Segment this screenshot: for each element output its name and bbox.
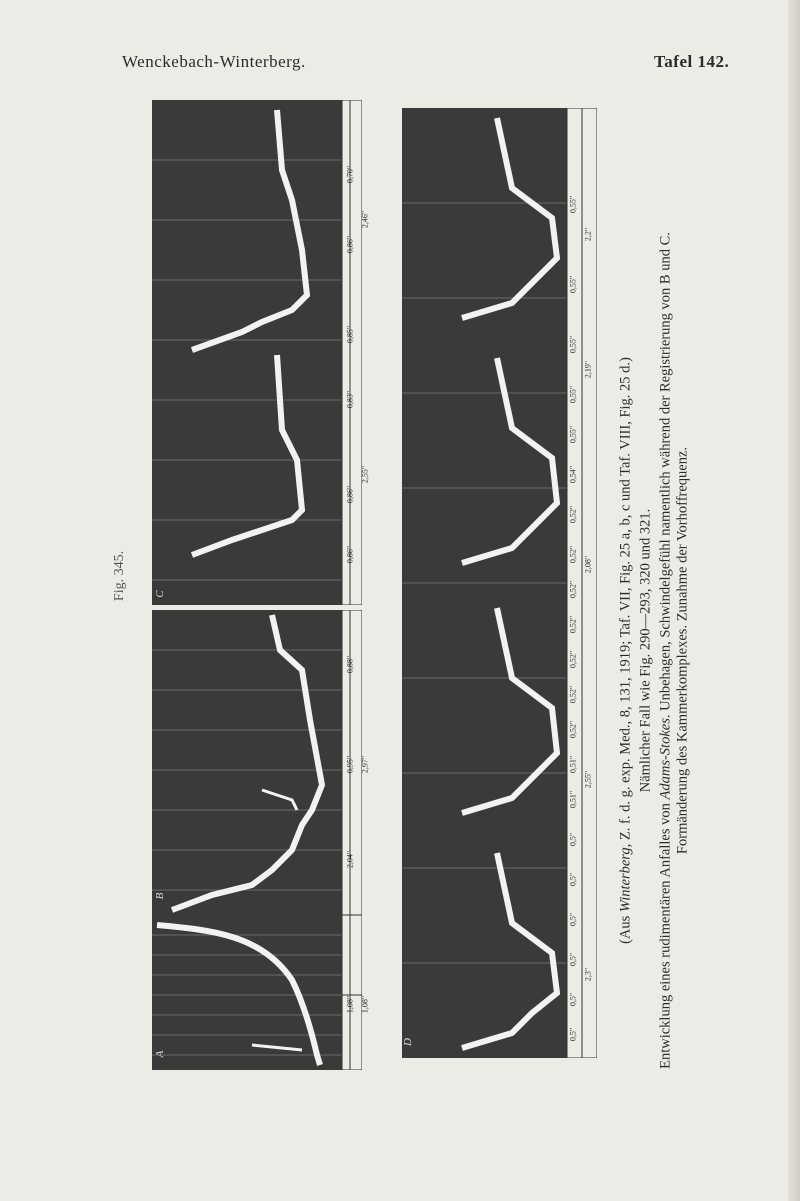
running-header-authors: Wenckebach-Winterberg. [122,52,306,71]
running-header-plate-number: Tafel 142. [654,52,730,71]
strip-d-interval-label: 0,55" [568,385,578,404]
ecg-strip-b [152,610,362,915]
strip-c-interval-label: 0,86" [345,545,355,564]
strip-d-interval-label: 0,5" [568,992,578,1007]
strip-c-interval-label: 0,86" [345,235,355,254]
strip-d-interval-label: 0,52" [568,720,578,739]
strip-c-interval-label: 2,55" [360,465,370,484]
strip-d-interval-label: 0,55" [568,335,578,354]
caption-description-emph: Adams-Stokes [657,718,674,800]
strip-d-interval-label: 0,52" [568,545,578,564]
strip-c-interval-label: 0,83" [345,390,355,409]
caption-description-prefix: Entwicklung eines rudimentären Anfalles von [657,799,674,1069]
strip-a-interval-label: 1,08" [345,995,355,1014]
strip-d-interval-label: 0,5" [568,912,578,927]
strip-d-interval-label: 2,3" [583,967,593,982]
strip-d-interval-label: 0,51" [568,790,578,809]
caption-source-author: Winterberg [617,847,634,913]
strip-d-interval-label: 0,52" [568,685,578,704]
strip-d-interval-label: 2,19" [583,360,593,379]
strip-d-interval-label: 0,5" [568,832,578,847]
strip-c-letter: C [154,590,166,598]
plate-edge [788,0,800,1201]
strip-d-interval-label: 0,52" [568,615,578,634]
strip-d-interval-label: 0,55" [568,425,578,444]
strip-d-interval-label: 2,55" [583,770,593,789]
strip-a-interval-label: 1,08" [360,995,370,1014]
strip-d-letter: D [402,1038,414,1046]
caption-description-rest: . Unbehagen, Schwindelgefühl namentlich während der Registrierung von B und C. [657,232,674,719]
strip-d-interval-label: 0,5" [568,872,578,887]
strip-b-interval-label: 0,88" [345,655,355,674]
caption-source-rest: , Z. f. d. g. exp. Med., 8, 131, 1919; Taf. VII, Fig. 25 a, b, c und Taf. VIII, Fig. 25 d.) [617,357,634,848]
strip-d-interval-label: 0,51" [568,755,578,774]
strip-c-interval-label: 0,86" [345,485,355,504]
strip-a-letter: A [154,1050,166,1058]
strip-d-interval-label: 0,52" [568,580,578,599]
caption-source-prefix: (Aus [617,912,634,944]
strip-c-interval-label: 0,70" [345,165,355,184]
strip-b-interval-label: 2,04" [345,850,355,869]
strip-d-interval-label: 0,5" [568,1027,578,1042]
strip-d-interval-label: 0,55" [568,195,578,214]
strip-b-interval-label: 2,97" [360,755,370,774]
caption-source [618,211,635,1091]
strip-c-interval-label: 2,46" [360,210,370,229]
strip-d-interval-label: 0,55" [568,275,578,294]
strip-d-interval-label: 0,52" [568,650,578,669]
strip-c-interval-label: 0,85" [345,325,355,344]
strip-b-interval-label: 0,95" [345,755,355,774]
strip-d-interval-label: 0,5" [568,952,578,967]
figure-label: Fig. 345. [112,550,127,602]
strip-d-interval-label: 2,2" [583,227,593,242]
caption-findings: Formänderung des Kammerkomplexes. Zunahme der Vorhoffrequenz. [674,446,691,855]
strip-d-interval-label: 2,08" [583,555,593,574]
ecg-strip-c [152,100,362,605]
strip-d-interval-label: 0,54" [568,465,578,484]
strip-d-interval-label: 0,52" [568,505,578,524]
strip-b-letter: B [154,892,166,900]
ecg-strip-a [152,915,362,1070]
caption-description [658,221,675,1081]
caption-same-case: Nämlicher Fall wie Fig. 290—293, 320 und 321. [637,508,654,793]
